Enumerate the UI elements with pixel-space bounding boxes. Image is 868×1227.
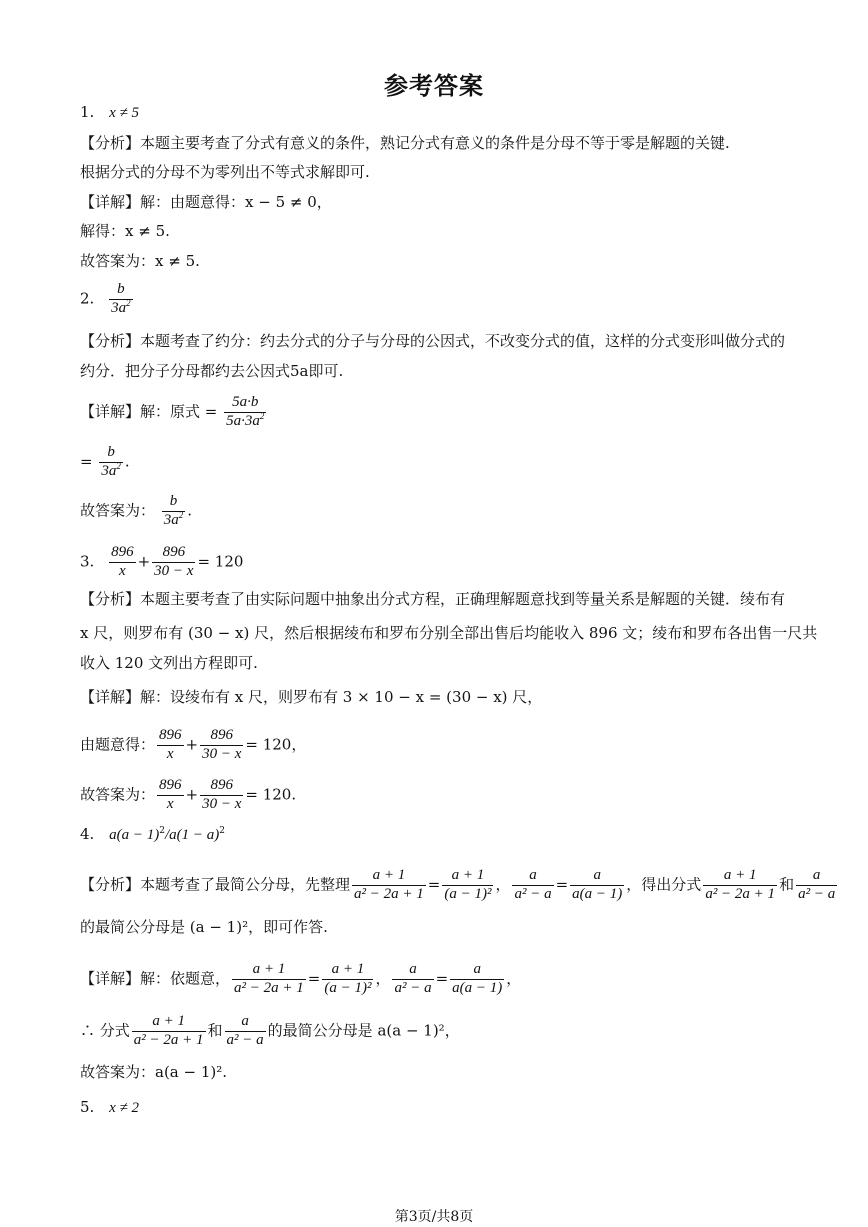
q4-detail-numerator-3: a xyxy=(392,962,433,980)
q4-therefore-denominator-2: a² − a xyxy=(226,1031,264,1048)
q4-therefore-fraction-2 xyxy=(225,1014,266,1049)
q3-answer-numerator-1: 896 xyxy=(109,545,136,563)
q2-simplified-denominator: 3a xyxy=(101,462,117,479)
q4-analysis-numerator-3: a xyxy=(512,868,553,886)
q4-analysis-numerator-2: a + 1 xyxy=(442,868,493,886)
q2-answer-exponent: 2 xyxy=(126,297,131,308)
q2-final-numerator: b xyxy=(162,494,186,512)
page-footer: 第3页/共8页 xyxy=(394,1209,474,1225)
q4-detail-fraction-1 xyxy=(232,962,306,997)
q2-simplified-numerator: b xyxy=(99,445,123,463)
q4-answer-a-exponent: 2 xyxy=(159,826,165,836)
q3-equation-numerator-1: 896 xyxy=(157,728,184,746)
q2-simplified-period: . xyxy=(124,452,130,471)
q4-analysis-sep: ， xyxy=(495,875,511,894)
q4-analysis-denominator-3: a² − a xyxy=(514,885,552,902)
q4-detail-denominator-2: (a − 1)² xyxy=(324,979,372,996)
q4-analysis-fraction-3 xyxy=(512,868,553,903)
q2-final-period: . xyxy=(187,501,193,520)
q2-final-fraction xyxy=(162,494,186,529)
q3-equation-line xyxy=(80,728,306,763)
q2-analysis-2: 约分．把分子分母都约去公因式5a即可. xyxy=(80,362,344,380)
q2-final-exponent: 2 xyxy=(178,509,184,520)
q4-analysis-denominator-6: a² − a xyxy=(798,885,836,902)
q4-analysis-fraction-5 xyxy=(703,868,777,903)
q3-answer-denominator-1: x xyxy=(119,562,126,579)
q3-equation-fraction-1 xyxy=(157,728,184,763)
q5-answer-line xyxy=(80,1096,139,1119)
q4-detail-eq-1: = xyxy=(307,969,321,988)
q3-final-label: 故答案为： xyxy=(80,785,156,804)
q4-analysis-derive: ，得出分式 xyxy=(626,875,702,894)
q4-detail-fraction-3 xyxy=(392,962,433,997)
q3-answer-denominator-2: 30 − x xyxy=(154,562,194,579)
q1-analysis-2: 根据分式的分母不为零列出不等式求解即可. xyxy=(80,163,370,181)
q4-detail-numerator-4: a xyxy=(450,962,504,980)
q3-equation-numerator-2: 896 xyxy=(200,728,243,746)
q4-final: 故答案为：a(a − 1)². xyxy=(80,1063,228,1081)
q2-detail-numerator: 5a·b xyxy=(224,395,266,413)
q4-analysis-numerator-5: a + 1 xyxy=(703,868,777,886)
q3-final-fraction-1 xyxy=(157,778,184,813)
q2-simplified-exponent: 2 xyxy=(116,460,121,471)
q4-therefore-numerator-1: a + 1 xyxy=(132,1014,206,1032)
q3-equation-denominator-1: x xyxy=(166,745,174,762)
q1-final: 故答案为：x ≠ 5. xyxy=(80,252,200,270)
q3-analysis-3: 收入 120 文列出方程即可. xyxy=(80,654,258,672)
q1-analysis-1: 【分析】本题主要考查了分式有意义的条件，熟记分式有意义的条件是分母不等于零是解题的关键. xyxy=(80,134,730,152)
q2-detail-denominator: 5a·3a xyxy=(226,412,260,429)
q3-equation-rhs: = 120 xyxy=(245,735,292,754)
q4-detail-fraction-2 xyxy=(322,962,373,997)
q4-therefore-denominator-1: a² − 2a + 1 xyxy=(133,1031,204,1048)
q4-detail-sep: ， xyxy=(375,969,391,988)
q4-detail-eq-2: = xyxy=(435,969,449,988)
q4-analysis-eq-1: = xyxy=(427,875,441,894)
q4-analysis-line xyxy=(80,868,839,903)
q3-analysis-1: 【分析】本题主要考查了由实际问题中抽象出分式方程，正确理解题意找到等量关系是解题的关键．绫布有 xyxy=(80,590,786,608)
q4-answer-b: a(1 − a) xyxy=(169,827,220,843)
q3-answer-rhs: = 120 xyxy=(197,552,244,571)
q3-answer-fraction-2 xyxy=(152,545,195,580)
q3-final-line xyxy=(80,778,296,813)
q3-detail: 【详解】解：设绫布有 x 尺，则罗布有 3 × 10 − x = (30 − x) 尺， xyxy=(80,688,543,706)
q2-detail-label: 【详解】解：原式 = xyxy=(80,402,218,421)
q4-detail-label: 【详解】解：依题意， xyxy=(80,969,231,988)
q1-answer-line xyxy=(80,101,139,124)
q3-equation-denominator-2: 30 − x xyxy=(202,745,242,762)
q4-answer-b-exponent: 2 xyxy=(219,826,225,836)
q4-number: 4. xyxy=(80,825,95,843)
q4-therefore-label: ∴ 分式 xyxy=(80,1021,130,1040)
q4-therefore-fraction-1 xyxy=(132,1014,206,1049)
q4-therefore-numerator-2: a xyxy=(225,1014,266,1032)
q4-analysis-denominator-1: a² − 2a + 1 xyxy=(354,885,424,902)
q4-therefore-end: 的最简公分母是 a(a − 1)²， xyxy=(267,1021,460,1040)
q4-answer-slash: / xyxy=(164,827,170,843)
q2-final-line xyxy=(80,494,192,529)
q3-answer-fraction-1 xyxy=(109,545,136,580)
q4-therefore-and: 和 xyxy=(207,1021,223,1040)
q4-answer-a: a(a − 1) xyxy=(109,827,160,843)
q2-answer-denominator: 3a xyxy=(111,299,127,316)
q4-analysis-2: 的最简公分母是 (a − 1)²，即可作答. xyxy=(80,918,328,936)
q4-therefore-line xyxy=(80,1014,460,1049)
q3-equation-fraction-2 xyxy=(200,728,243,763)
q4-detail-end: ， xyxy=(506,969,522,988)
page-title: 参考答案 xyxy=(384,72,484,100)
q4-analysis-denominator-4: a(a − 1) xyxy=(572,885,623,902)
q3-analysis-2: x 尺，则罗布有 (30 − x) 尺，然后根据绫布和罗布分别全部出售后均能收入 896 文；绫布和罗布各出售一尺共 xyxy=(80,624,818,642)
q3-final-denominator-1: x xyxy=(166,795,174,812)
q3-answer-numerator-2: 896 xyxy=(152,545,195,563)
q2-simplified-line xyxy=(80,445,130,480)
q3-answer-line xyxy=(80,545,243,580)
q2-detail-fraction xyxy=(224,395,266,430)
q3-number: 3. xyxy=(80,552,95,571)
q1-answer: x ≠ 5 xyxy=(109,105,139,121)
q2-answer-fraction xyxy=(109,282,133,317)
q3-final-rhs: = 120. xyxy=(245,785,297,804)
q4-detail-denominator-1: a² − 2a + 1 xyxy=(234,979,304,996)
q4-analysis-label: 【分析】本题考查了最简公分母，先整理 xyxy=(80,875,351,894)
q4-analysis-and: 和 xyxy=(779,875,795,894)
q2-detail-line xyxy=(80,395,268,430)
q4-answer-line xyxy=(80,823,225,846)
q4-detail-line xyxy=(80,962,521,997)
q4-analysis-numerator-6: a xyxy=(796,868,837,886)
q4-detail-denominator-3: a² − a xyxy=(394,979,432,996)
q3-answer-plus: + xyxy=(137,552,151,571)
q4-analysis-denominator-5: a² − 2a + 1 xyxy=(705,885,776,902)
q2-number: 2. xyxy=(80,289,95,308)
q2-final-denominator: 3a xyxy=(163,511,179,528)
q3-final-numerator-2: 896 xyxy=(200,778,243,796)
q4-analysis-denominator-2: (a − 1)² xyxy=(444,885,492,902)
q2-analysis-1: 【分析】本题考查了约分：约去分式的分子与分母的公因式，不改变分式的值，这样的分式变形叫做分式的 xyxy=(80,332,786,350)
q4-analysis-fraction-1 xyxy=(352,868,426,903)
q2-final-label: 故答案为： xyxy=(80,501,156,520)
q1-detail: 【详解】解：由题意得：x − 5 ≠ 0， xyxy=(80,193,332,211)
q4-detail-fraction-4 xyxy=(450,962,504,997)
q3-equation-comma: ， xyxy=(291,735,307,754)
q3-equation-plus: + xyxy=(185,735,199,754)
q3-equation-label: 由题意得： xyxy=(80,735,156,754)
q2-answer-line xyxy=(80,282,135,317)
q3-final-denominator-2: 30 − x xyxy=(202,795,242,812)
q4-detail-numerator-1: a + 1 xyxy=(232,962,306,980)
q1-solve: 解得：x ≠ 5. xyxy=(80,222,170,240)
q4-detail-denominator-4: a(a − 1) xyxy=(452,979,503,996)
q4-analysis-eq-2: = xyxy=(555,875,569,894)
q4-analysis-fraction-6 xyxy=(796,868,837,903)
q4-analysis-fraction-4 xyxy=(570,868,624,903)
q3-final-fraction-2 xyxy=(200,778,243,813)
q4-analysis-numerator-1: a + 1 xyxy=(352,868,426,886)
q3-final-plus: + xyxy=(185,785,199,804)
q2-simplified-fraction xyxy=(99,445,123,480)
q4-detail-numerator-2: a + 1 xyxy=(322,962,373,980)
q5-answer: x ≠ 2 xyxy=(109,1100,139,1116)
q3-final-numerator-1: 896 xyxy=(157,778,184,796)
q4-analysis-fraction-2 xyxy=(442,868,493,903)
q2-detail-exponent: 2 xyxy=(259,410,265,421)
q1-number: 1. xyxy=(80,103,95,121)
q2-answer-numerator: b xyxy=(109,282,133,300)
q2-equals: = xyxy=(80,452,93,471)
q4-analysis-numerator-4: a xyxy=(570,868,624,886)
q5-number: 5. xyxy=(80,1098,95,1116)
